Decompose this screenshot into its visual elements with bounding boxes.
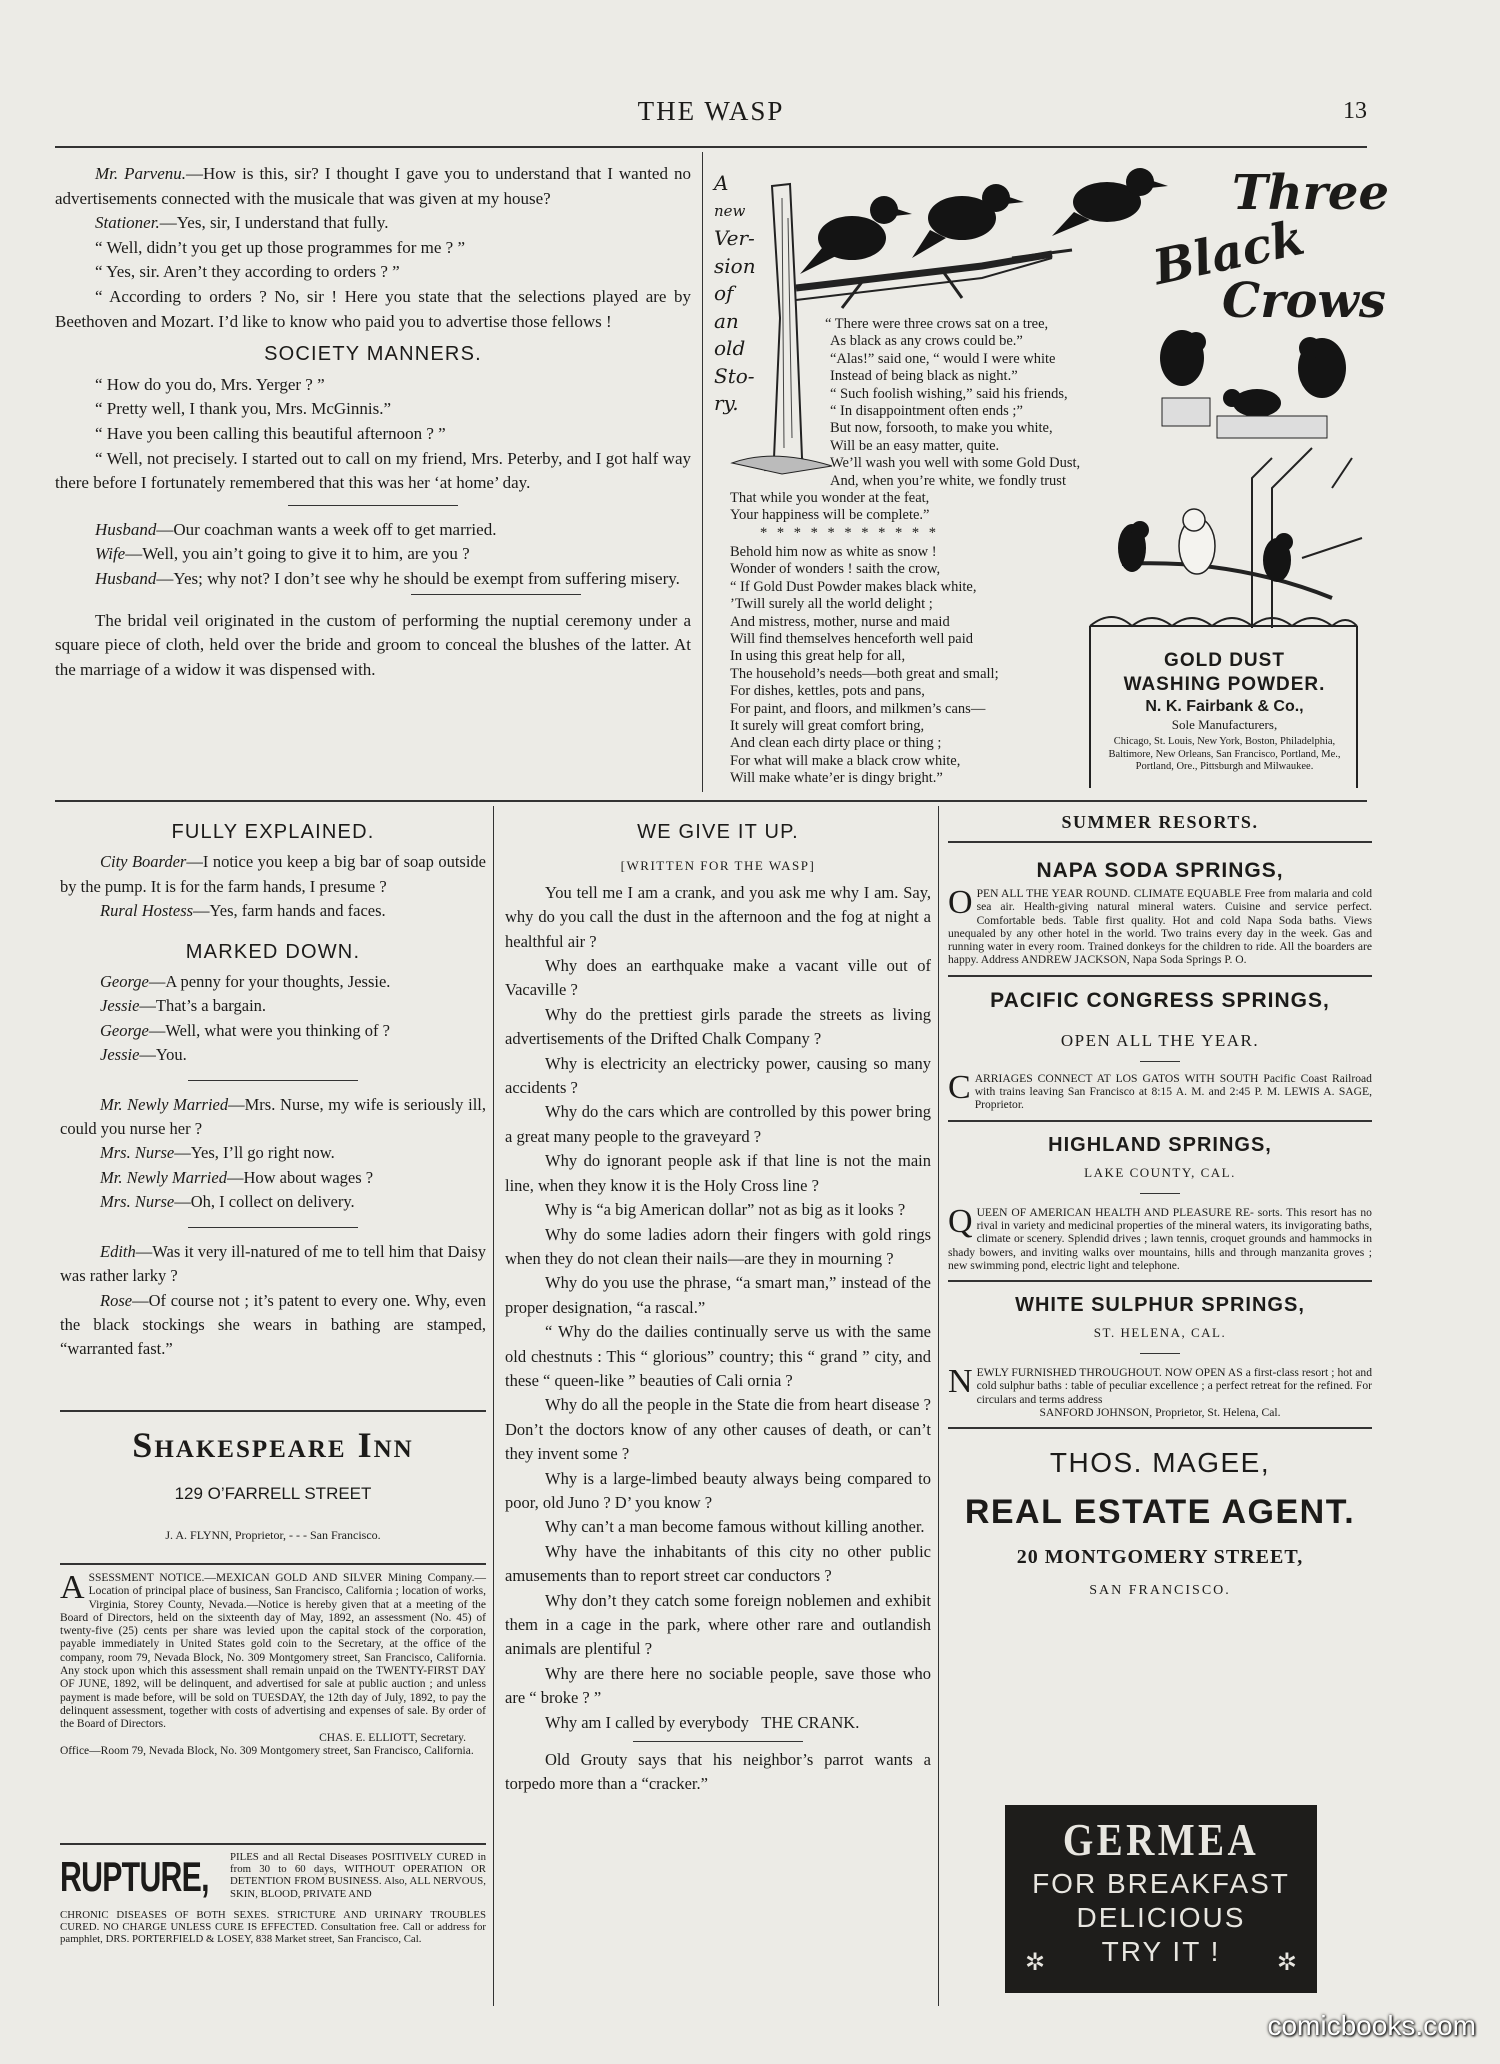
divider (188, 1080, 358, 1081)
star-icon: ✲ (1276, 1949, 1297, 1976)
masthead-title: THE WASP (637, 96, 785, 126)
heading-fully-explained: FULLY EXPLAINED. (171, 821, 375, 843)
dialogue-line: “ Yes, sir. Aren’t they according to orders ? ” (95, 262, 400, 282)
paragraph: Why can’t a man become famous without killing another. (545, 1517, 925, 1537)
dialogue-stationer: Stationer.—Yes, sir, I understand that fully. (95, 213, 389, 233)
divider (1140, 1061, 1180, 1062)
paragraph: Why do ignorant people ask if that line is not the main line, when they know it is the Holy Cross line ? (505, 1151, 931, 1195)
white-crow-icon (1179, 509, 1215, 574)
society-line: “ Have you been calling this beautiful afternoon ? ” (95, 423, 446, 443)
paragraph: Why do the cars which are controlled by this power bring a great many people to the graveyard ? (505, 1102, 931, 1146)
dialogue-line: “ Well, didn’t you get up those programmes for me ? ” (95, 237, 466, 257)
divider (411, 594, 581, 595)
dialogue-line: “ According to orders ? No, sir ! Here you state that the selections played are by Beethoven and Mozart. I’d like to know who paid you to advertise those fellows ! (55, 286, 691, 331)
paragraph: Why is a large-limbed beauty always being compared to poor, old Juno ? D’ you know ? (505, 1468, 931, 1512)
shakespeare-inn-ad (60, 1420, 486, 1543)
paragraph: Why have the inhabitants of this city no other public amusements than to report street car conductors ? (505, 1541, 931, 1586)
inn-name: Shakespeare Inn (132, 1425, 414, 1465)
germea-line: DELICIOUS (1076, 1902, 1246, 1933)
column-2 (505, 816, 931, 1797)
ad-rule (948, 841, 1372, 843)
crow-icon (1298, 337, 1346, 398)
dialogue-line: Mr. Newly Married—Mrs. Nurse, my wife is seriously ill, could you nurse her ? (60, 1094, 486, 1139)
husband-line: Husband—Our coachman wants a week off to get married. (95, 519, 497, 539)
paragraph: Why does an earthquake make a vacant ville out of Vacaville ? (505, 956, 931, 1000)
crow-icon (1052, 168, 1168, 236)
inn-proprietor: J. A. FLYNN, Proprietor, - - - San Francisco. (165, 1528, 381, 1542)
heading-society-manners: SOCIETY MANNERS. (264, 343, 482, 366)
pacific-congress-springs-title: PACIFIC CONGRESS SPRINGS, (990, 988, 1330, 1012)
column-1-bottom (60, 816, 486, 1362)
column-1-top (55, 162, 691, 682)
gold-dust-advertisement (712, 158, 1389, 790)
star-icon: ✲ (1025, 1949, 1046, 1976)
paragraph: Why do the prettiest girls parade the streets as living advertisements of the Drifted Chalk Company ? (505, 1004, 931, 1049)
highland-springs-text: QUEEN OF AMERICAN HEALTH AND PLEASURE RE- sorts. This resort has no rival in variety and medicinal properties of the mineral waters, its invigorating baths, climate or scenery. Splendid drives ; lawn tennis, croquet grounds and hammocks in shady bowers, and inviting walks over mountains, hills and through manzanita groves ; new swimming pond, electric light and telephone. (948, 1202, 1372, 1272)
paragraph: Why do some ladies adorn their fingers with gold rings when they do not clean their nails—are they in mourning ? (505, 1224, 931, 1268)
dialogue-line: City Boarder—I notice you keep a big bar of soap outside by the pump. It is for the farm hands, I presume ? (60, 852, 486, 896)
society-line: “ Pretty well, I thank you, Mrs. McGinnis.” (95, 399, 392, 419)
column-rule (493, 806, 494, 2006)
dialogue-line: Rose—Of course not ; it’s patent to every one. Why, even the black stockings she wears in bathing are stamped, “warranted fast.” (60, 1290, 486, 1359)
written-for-the-wasp: [WRITTEN FOR THE WASP] (620, 858, 816, 874)
dialogue-line: George—A penny for your thoughts, Jessie. (100, 972, 391, 992)
rupture-ad: RUPTURE, PILES and all Rectal Diseases POSITIVELY CURED in from 30 to 60 days, WITHOUT OPERATION OR DETENTION FROM BUSINESS. Also, ALL NERVOUS, SKIN, BLOOD, PRIVATE AND CHRONIC DISEASES OF BOTH SEXES. STRICTURE AND URINARY TROUBLES CURED. NO CHARGE UNLESS CURE IS EFFECTED. Consultation free. Call or address for pamphlet, DRS. PORTERFIELD & LOSEY, 838 Market street, San Francisco, Cal. (60, 1851, 486, 1946)
summer-resorts-heading: SUMMER RESORTS. (1061, 812, 1259, 832)
section-rule (55, 800, 1367, 802)
ad-rule (948, 975, 1372, 977)
white-sulphur-springs-title: WHITE SULPHUR SPRINGS, (1015, 1294, 1305, 1317)
divider (633, 1741, 803, 1742)
crow-icon (1263, 533, 1293, 582)
society-line: “ How do you do, Mrs. Yerger ? ” (95, 374, 325, 394)
column-rule (938, 806, 939, 2006)
pacific-congress-text: CARRIAGES CONNECT AT LOS GATOS WITH SOUTH Pacific Coast Railroad with trains leaving San Francisco at 8:15 A. M. and 2:45 P. M. LEWIS A. SAGE, Proprietor. (948, 1068, 1372, 1112)
grouty-paragraph: Old Grouty says that his neighbor’s parrot wants a torpedo more than a “cracker.” (505, 1750, 931, 1794)
germea-title: GERMEA (1062, 1814, 1260, 1865)
column-3 (948, 812, 1372, 1599)
crow-icon (1223, 389, 1281, 417)
gold-dust-brand-panel: GOLD DUST WASHING POWDER. N. K. Fairbank & Co., Sole Manufacturers, Chicago, St. Louis, New York, Boston, Philadelphia, Baltimore, New Orleans, San Francisco, Portland, Me., Portland, Ore., Pittsburgh and Milwaukee. (1108, 650, 1341, 772)
ad-rule (60, 1843, 486, 1845)
heading-we-give-it-up: WE GIVE IT UP. (637, 821, 799, 843)
paragraph: Why are there here no sociable people, save those who are “ broke ? ” (505, 1663, 931, 1708)
divider (188, 1227, 358, 1228)
divider (1140, 1193, 1180, 1194)
page-header (55, 96, 1367, 130)
paragraph: Why do you use the phrase, “a smart man,” instead of the proper designation, “a rascal.” (505, 1273, 931, 1317)
crow-icon (1160, 330, 1206, 386)
paragraph: Why is “a big American dollar” not as big as it looks ? (545, 1200, 906, 1220)
crow-icon (912, 184, 1024, 258)
verse-part-2: Behold him now as white as snow ! Wonder of wonders ! saith the crow, “ If Gold Dust Powder makes black white, ’Twill surely all the world delight ; And mistress, mother, nurse and maid Will find themselves henceforth well paid In using this great help for all, The household’s needs—both great and small; For dishes, kettles, pots and pans, For paint, and floors, and milkmen’s cans— It surely will great comfort bring, And clean each dirty place or thing ; For what will make a black crow white, Will make whate’er is dingy bright.” (730, 544, 999, 787)
magee-city: SAN FRANCISCO. (1089, 1583, 1231, 1599)
assessment-notice: ASSESSMENT NOTICE.—MEXICAN GOLD AND SILVER Mining Company.—Location of principal place of business, San Francisco, California ; location of works, Virginia, Storey County, Nevada.—Notice is hereby given that at a meeting of the Board of Directors, held on the sixteenth day of May, 1892, an assessment (No. 45) of twenty-five (25) cents per share was levied upon the capital stock of the corporation, payable immediately in United States gold coin to the Secretary, at the office of the company, room 79, Nevada Block, No. 309 Montgomery street, San Francisco, California. Any stock upon which this assessment shall remain unpaid on the TWENTY-FIRST DAY OF JUNE, 1892, will be delinquent, and advertised for sale at public auction ; and unless payment is made before, will be sold on TUESDAY, the 12th day of July, 1892, to pay the delinquent assessment, together with costs of advertising and expenses of sale. By order of the Board of Directors. CHAS. E. ELLIOTT, Secretary. Office—Room 79, Nevada Block, No. 309 Montgomery street, San Francisco, California. (60, 1569, 486, 1757)
column-rule (702, 152, 703, 792)
ad-rule (948, 1427, 1372, 1429)
page-number: 13 (1343, 98, 1367, 124)
germea-advertisement (1005, 1805, 1317, 1993)
dialogue-parvenu: Mr. Parvenu.—How is this, sir? I thought I gave you to understand that I wanted no advertisements connected with the musicale that was given at my house? (55, 164, 692, 208)
paragraph: Why do all the people in the State die from heart disease ? Don’t the doctors know of any other causes of death, or can’t they invent some ? (505, 1395, 931, 1464)
dialogue-line: George—Well, what were you thinking of ? (100, 1020, 390, 1040)
paragraph: Why don’t they catch some foreign noblemen and exhibit them in a cage in the park, where other rare and outlandish animals are plentiful ? (505, 1590, 931, 1659)
wife-line: Wife—Well, you ain’t going to give it to him, are you ? (95, 544, 470, 564)
dialogue-line: Jessie—That’s a bargain. (100, 996, 267, 1016)
crank-signature-line: Why am I called by everybody THE CRANK. (545, 1712, 860, 1732)
white-sulphur-location: ST. HELENA, CAL. (1093, 1325, 1227, 1341)
paragraph: Why is electricity an electricky power, causing so many accidents ? (505, 1053, 931, 1098)
three-black-crows-title: Three Black Crows (1148, 165, 1389, 329)
white-sulphur-text: NEWLY FURNISHED THROUGHOUT. NOW OPEN AS a first-class resort ; hot and cold sulphur baths : table of peculiar excellence ; a perfect retreat for the refined. For circulars and terms address SANFORD JOHNSON, Proprietor, St. Helena, Cal. (948, 1363, 1372, 1420)
crow-icon (800, 196, 912, 274)
bridal-veil-paragraph: The bridal veil originated in the custom of performing the nuptial ceremony under a square piece of cloth, held over the bride and groom to conceal the blushes of the latter. At the marriage of a widow it was dispensed with. (55, 610, 691, 679)
ad-rule (60, 1563, 486, 1565)
germea-line: TRY IT ! (1101, 1936, 1221, 1967)
heading-marked-down: MARKED DOWN. (185, 940, 361, 963)
ad-rule (60, 1410, 486, 1412)
pacific-congress-subtitle: OPEN ALL THE YEAR. (1060, 1030, 1260, 1050)
husband-line: Husband—Yes; why not? I don’t see why he should be exempt from suffering misery. (95, 568, 680, 588)
ad-rule (948, 1280, 1372, 1282)
dialogue-line: Mrs. Nurse—Yes, I’ll go right now. (100, 1143, 335, 1163)
dialogue-line: Jessie—You. (100, 1045, 187, 1065)
verse-part-1: “ There were three crows sat on a tree, As black as any crows could be.” “Alas!” said one, “ would I were white Instead of being black as night.” “ Such foolish wishing,” said his friends, “ In disappointment often ends ;” But now, forsooth, to make you white, Will be an easy matter, quite. We’ll wash you well with some Gold Dust, And, when you’re white, we fondly trust That while you wonder at the feat, Your happiness will be complete.” * * * * * * * * * * * (730, 316, 1081, 541)
napa-soda-springs-text: OPEN ALL THE YEAR ROUND. CLIMATE EQUABLE Free from malaria and cold sea air. Health-giving natural mineral waters. Cuisine and service perfect. Comfortable beds. Table first quality. Hot and cold Napa Soda baths. Views unequaled by any other hotel in the world. Two trains every day in the week. Gas and running water in every room. Trained donkeys for the children to ride. All the boarders are happy. Address ANDREW JACKSON, Napa Soda Springs P. O. (948, 884, 1372, 967)
divider (1140, 1353, 1180, 1354)
dialogue-line: Rural Hostess—Yes, farm hands and faces. (100, 901, 386, 921)
inn-street: 129 O’FARRELL STREET (174, 1484, 372, 1503)
divider (288, 505, 458, 506)
dialogue-line: Mr. Newly Married—How about wages ? (100, 1167, 374, 1187)
ad-side-text: A new Ver- sion of an old Sto- ry. (714, 171, 756, 415)
paragraph: You tell me I am a crank, and you ask me why I am. Say, why do you call the dust in the afternoon and the fog at night a healthful air ? (505, 882, 931, 951)
society-line: “ Well, not precisely. I started out to call on my friend, Mrs. Peterby, and I got half way there before I fortunately remembered that this was her ‘at home’ day. (55, 448, 691, 493)
thos-magee-name: THOS. MAGEE, (1049, 1447, 1271, 1479)
watermark: comicbooks.com (1267, 2010, 1476, 2041)
header-rule (55, 146, 1367, 148)
germea-line: FOR BREAKFAST (1032, 1868, 1290, 1899)
real-estate-agent-title: REAL ESTATE AGENT. (964, 1493, 1356, 1532)
napa-soda-springs-title: NAPA SODA SPRINGS, (1036, 859, 1284, 882)
highland-springs-location: LAKE COUNTY, CAL. (1084, 1164, 1236, 1180)
dialogue-line: Mrs. Nurse—Oh, I collect on delivery. (100, 1192, 355, 1212)
ad-rule (948, 1120, 1372, 1122)
dialogue-line: Edith—Was it very ill-natured of me to tell him that Daisy was rather larky ? (60, 1241, 486, 1286)
highland-springs-title: HIGHLAND SPRINGS, (1048, 1133, 1272, 1156)
rupture-word: RUPTURE, (60, 1853, 209, 1900)
paragraph: “ Why do the dailies continually serve us with the same old chestnuts : This “ glorious” country; this “ grand ” city, and these “ queen-like ” beauties of Cali ornia ? (505, 1322, 931, 1390)
magee-street: 20 MONTGOMERY STREET, (1016, 1546, 1304, 1569)
